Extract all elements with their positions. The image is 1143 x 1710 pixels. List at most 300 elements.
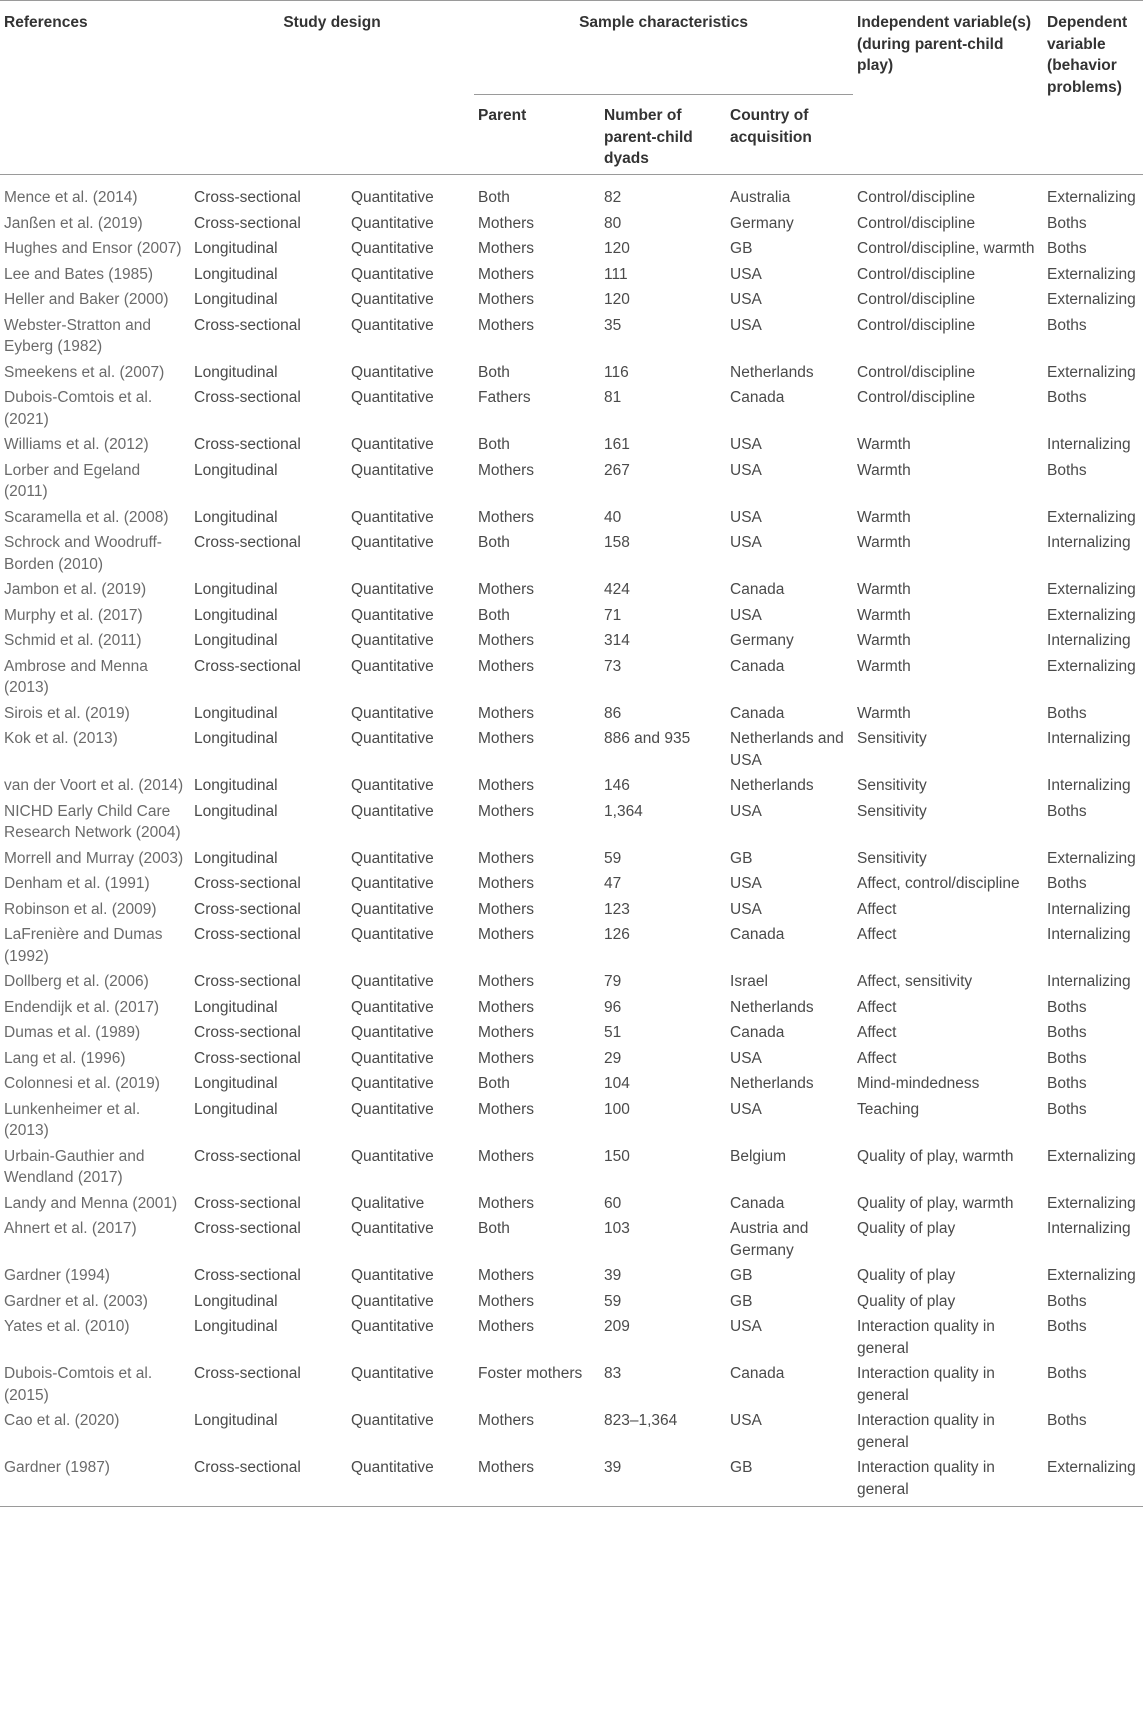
cell-study-design: Longitudinal — [194, 730, 278, 747]
cell-dyad-count: 29 — [604, 1049, 622, 1067]
cell-country: USA — [730, 461, 762, 479]
cell-dyad-count: 267 — [604, 461, 630, 479]
cell-dependent-variable: Internalizing — [1047, 730, 1131, 747]
cell-country: Netherlands — [730, 363, 814, 381]
cell-parent: Mothers — [478, 240, 535, 257]
cell-dyad-count: 73 — [604, 657, 622, 675]
cell-country: USA — [730, 1412, 762, 1429]
cell-parent: Mothers — [478, 581, 535, 598]
cell-study-design: Cross-sectional — [194, 875, 301, 892]
cell-parent: Mothers — [478, 1024, 535, 1041]
cell-country: GB — [730, 1267, 753, 1284]
cell-dependent-variable: Internalizing — [1047, 1220, 1131, 1237]
cell-country: GB — [730, 240, 753, 257]
table-row — [0, 456, 1143, 503]
cell-dyad-count: 103 — [604, 1220, 630, 1237]
cell-study-design: Longitudinal — [194, 849, 278, 867]
cell-independent-variable: Warmth — [857, 436, 911, 453]
cell-reference: Kok et al. (2013) — [4, 730, 118, 747]
cell-parent: Mothers — [478, 291, 535, 308]
cell-country: Belgium — [730, 1147, 787, 1165]
cell-dyad-count: 424 — [604, 581, 630, 598]
cell-reference: Dollberg et al. (2006) — [4, 973, 149, 990]
table-row — [0, 1261, 1143, 1287]
cell-country: Canada — [730, 1024, 785, 1041]
cell-parent: Mothers — [478, 632, 535, 649]
cell-dyad-count: 146 — [604, 777, 630, 794]
cell-country: Canada — [730, 1365, 785, 1382]
table-row — [0, 601, 1143, 627]
table-row — [0, 1069, 1143, 1095]
cell-dependent-variable: Boths — [1047, 1075, 1087, 1092]
cell-study-design: Longitudinal — [194, 363, 278, 381]
cell-parent: Mothers — [478, 1318, 535, 1335]
table-body — [0, 175, 1143, 1507]
cell-independent-variable: Warmth — [857, 508, 911, 526]
cell-reference: Mence et al. (2014) — [4, 189, 138, 206]
cell-dependent-variable: Internalizing — [1047, 632, 1131, 649]
cell-independent-variable: Mind-mindedness — [857, 1075, 980, 1092]
cell-dyad-count: 71 — [604, 606, 622, 624]
cell-parent: Mothers — [478, 777, 535, 794]
table-row — [0, 869, 1143, 895]
cell-country: Netherlands and USA — [730, 730, 844, 769]
cell-dyad-count: 158 — [604, 534, 630, 551]
cell-independent-variable: Sensitivity — [857, 777, 927, 794]
cell-parent: Mothers — [478, 998, 535, 1016]
cell-study-method: Quantitative — [351, 581, 434, 598]
cell-parent: Mothers — [478, 1292, 535, 1310]
cell-study-design: Cross-sectional — [194, 189, 301, 206]
cell-parent: Both — [478, 1220, 510, 1237]
cell-parent: Mothers — [478, 1147, 535, 1165]
cell-reference: Robinson et al. (2009) — [4, 900, 157, 918]
table-row — [0, 771, 1143, 797]
cell-dyad-count: 161 — [604, 436, 630, 453]
cell-dependent-variable: Externalizing — [1047, 1459, 1136, 1476]
cell-country: Canada — [730, 704, 785, 722]
cell-parent: Mothers — [478, 1412, 535, 1429]
cell-study-method: Quantitative — [351, 998, 434, 1016]
cell-dyad-count: 86 — [604, 704, 622, 722]
cell-dyad-count: 51 — [604, 1024, 622, 1041]
cell-reference: Lorber and Egeland (2011) — [4, 461, 141, 500]
cell-study-method: Quantitative — [351, 436, 434, 453]
cell-country: Israel — [730, 973, 768, 990]
cell-dyad-count: 59 — [604, 849, 622, 867]
table-row — [0, 1359, 1143, 1406]
cell-study-method: Quantitative — [351, 291, 434, 308]
cell-study-design: Cross-sectional — [194, 1049, 301, 1067]
cell-country: Netherlands — [730, 998, 814, 1016]
cell-reference: Dubois-Comtois et al. (2015) — [4, 1365, 153, 1404]
cell-dependent-variable: Externalizing — [1047, 508, 1136, 526]
cell-study-design: Cross-sectional — [194, 1220, 301, 1237]
cell-study-design: Cross-sectional — [194, 657, 301, 675]
cell-study-method: Quantitative — [351, 1049, 434, 1067]
cell-study-method: Quantitative — [351, 1100, 434, 1118]
cell-parent: Mothers — [478, 973, 535, 990]
cell-study-design: Cross-sectional — [194, 1194, 301, 1212]
cell-country: GB — [730, 1292, 753, 1310]
cell-independent-variable: Quality of play, warmth — [857, 1147, 1014, 1165]
cell-study-method: Quantitative — [351, 849, 434, 867]
header-country: Country of acquisition — [726, 95, 853, 175]
table-row — [0, 358, 1143, 384]
table-row — [0, 209, 1143, 235]
cell-independent-variable: Warmth — [857, 606, 911, 624]
cell-dyad-count: 823–1,364 — [604, 1412, 678, 1429]
cell-reference: LaFrenière and Dumas (1992) — [4, 926, 163, 965]
cell-country: GB — [730, 1459, 753, 1476]
cell-independent-variable: Sensitivity — [857, 730, 927, 747]
cell-dyad-count: 80 — [604, 214, 622, 232]
cell-study-design: Cross-sectional — [194, 1365, 301, 1382]
table-row — [0, 1018, 1143, 1044]
cell-independent-variable: Affect — [857, 900, 897, 918]
cell-study-method: Quantitative — [351, 875, 434, 892]
cell-study-design: Longitudinal — [194, 998, 278, 1016]
cell-dependent-variable: Internalizing — [1047, 534, 1131, 551]
table-row — [0, 285, 1143, 311]
cell-study-method: Quantitative — [351, 534, 434, 551]
header-study-design-blank — [190, 95, 474, 175]
cell-study-design: Cross-sectional — [194, 900, 301, 918]
cell-study-method: Quantitative — [351, 363, 434, 381]
cell-study-method: Quantitative — [351, 189, 434, 206]
cell-study-method: Quantitative — [351, 1220, 434, 1237]
cell-parent: Mothers — [478, 926, 535, 943]
cell-dependent-variable: Boths — [1047, 1292, 1087, 1310]
cell-country: Australia — [730, 189, 791, 206]
cell-independent-variable: Quality of play, warmth — [857, 1194, 1014, 1212]
cell-reference: Schrock and Woodruff-Borden (2010) — [4, 534, 162, 573]
cell-country: USA — [730, 1100, 762, 1118]
header-independent-variables: Independent variable(s) (during parent-child play) — [857, 14, 1032, 74]
cell-study-design: Longitudinal — [194, 265, 278, 283]
cell-reference: Webster-Stratton and Eyberg (1982) — [4, 316, 152, 355]
table-row — [0, 430, 1143, 456]
cell-study-design: Longitudinal — [194, 632, 278, 649]
cell-study-method: Quantitative — [351, 389, 434, 406]
cell-country: USA — [730, 1318, 762, 1335]
cell-dependent-variable: Externalizing — [1047, 291, 1136, 308]
cell-study-method: Quantitative — [351, 1459, 434, 1476]
cell-study-design: Longitudinal — [194, 1075, 278, 1092]
cell-study-method: Quantitative — [351, 1075, 434, 1092]
cell-country: Canada — [730, 926, 785, 943]
cell-study-method: Quantitative — [351, 926, 434, 943]
cell-dependent-variable: Externalizing — [1047, 1267, 1136, 1284]
cell-country: USA — [730, 316, 762, 334]
cell-dependent-variable: Boths — [1047, 389, 1087, 406]
cell-reference: Smeekens et al. (2007) — [4, 363, 165, 381]
cell-study-method: Quantitative — [351, 214, 434, 232]
cell-reference: Colonnesi et al. (2019) — [4, 1075, 160, 1092]
cell-study-design: Cross-sectional — [194, 214, 301, 232]
table-row — [0, 1287, 1143, 1313]
cell-study-design: Longitudinal — [194, 461, 278, 479]
table-row — [0, 895, 1143, 921]
cell-independent-variable: Affect — [857, 926, 897, 943]
cell-parent: Mothers — [478, 875, 535, 892]
cell-reference: Ambrose and Menna (2013) — [4, 657, 148, 696]
table-row — [0, 1142, 1143, 1189]
cell-study-method: Quantitative — [351, 973, 434, 990]
cell-dyad-count: 120 — [604, 240, 630, 257]
cell-dyad-count: 150 — [604, 1147, 630, 1165]
table-row — [0, 1312, 1143, 1359]
cell-dependent-variable: Externalizing — [1047, 606, 1136, 624]
cell-study-method: Qualitative — [351, 1194, 425, 1212]
table-row — [0, 575, 1143, 601]
cell-dyad-count: 47 — [604, 875, 622, 892]
cell-dyad-count: 886 and 935 — [604, 730, 691, 747]
cell-dependent-variable: Boths — [1047, 1049, 1087, 1067]
cell-dependent-variable: Internalizing — [1047, 973, 1131, 990]
cell-parent: Mothers — [478, 730, 535, 747]
cell-dyad-count: 39 — [604, 1459, 622, 1476]
cell-reference: Heller and Baker (2000) — [4, 291, 169, 308]
cell-dependent-variable: Boths — [1047, 1365, 1087, 1382]
cell-reference: Sirois et al. (2019) — [4, 704, 130, 722]
cell-parent: Mothers — [478, 508, 535, 526]
cell-reference: Lee and Bates (1985) — [4, 265, 154, 283]
cell-country: USA — [730, 291, 762, 308]
cell-country: USA — [730, 802, 762, 820]
cell-independent-variable: Affect — [857, 1024, 897, 1041]
cell-study-method: Quantitative — [351, 1292, 434, 1310]
table-row — [0, 234, 1143, 260]
cell-study-design: Cross-sectional — [194, 1147, 301, 1165]
cell-country: Netherlands — [730, 1075, 814, 1092]
table-row — [0, 1095, 1143, 1142]
cell-dyad-count: 100 — [604, 1100, 630, 1118]
cell-reference: Lang et al. (1996) — [4, 1049, 126, 1067]
header-dependent-variable: Dependent variable (behavior problems) — [1047, 14, 1128, 96]
cell-independent-variable: Warmth — [857, 704, 911, 722]
table-row — [0, 1189, 1143, 1215]
cell-study-design: Longitudinal — [194, 508, 278, 526]
cell-parent: Mothers — [478, 1100, 535, 1118]
cell-parent: Mothers — [478, 657, 535, 675]
header-parent: Parent — [474, 95, 600, 175]
cell-study-method: Quantitative — [351, 1365, 434, 1382]
cell-dependent-variable: Boths — [1047, 1100, 1087, 1118]
table-row — [0, 311, 1143, 358]
cell-dyad-count: 39 — [604, 1267, 622, 1284]
cell-study-design: Longitudinal — [194, 240, 278, 257]
cell-independent-variable: Quality of play — [857, 1267, 956, 1284]
cell-study-method: Quantitative — [351, 1024, 434, 1041]
cell-independent-variable: Control/discipline — [857, 189, 976, 206]
table-row — [0, 724, 1143, 771]
cell-study-method: Quantitative — [351, 316, 434, 334]
cell-dyad-count: 1,364 — [604, 802, 643, 820]
cell-parent: Mothers — [478, 1049, 535, 1067]
cell-country: Germany — [730, 632, 794, 649]
cell-parent: Mothers — [478, 316, 535, 334]
cell-reference: Yates et al. (2010) — [4, 1318, 130, 1335]
cell-parent: Both — [478, 363, 510, 381]
cell-dependent-variable: Externalizing — [1047, 849, 1136, 867]
cell-study-method: Quantitative — [351, 1147, 434, 1165]
cell-independent-variable: Sensitivity — [857, 802, 927, 820]
cell-study-design: Cross-sectional — [194, 1267, 301, 1284]
cell-reference: Schmid et al. (2011) — [4, 632, 142, 649]
cell-study-design: Cross-sectional — [194, 534, 301, 551]
cell-reference: Cao et al. (2020) — [4, 1412, 120, 1429]
table-row — [0, 383, 1143, 430]
cell-independent-variable: Control/discipline — [857, 389, 976, 406]
table-row — [0, 699, 1143, 725]
cell-country: USA — [730, 1049, 762, 1067]
cell-reference: Murphy et al. (2017) — [4, 606, 143, 624]
cell-country: Canada — [730, 581, 785, 598]
cell-study-design: Longitudinal — [194, 606, 278, 624]
table-row — [0, 1453, 1143, 1507]
cell-study-design: Cross-sectional — [194, 389, 301, 406]
cell-study-design: Longitudinal — [194, 581, 278, 598]
cell-country: USA — [730, 436, 762, 453]
cell-reference: Scaramella et al. (2008) — [4, 508, 169, 526]
cell-reference: Gardner et al. (2003) — [4, 1292, 148, 1310]
cell-country: USA — [730, 875, 762, 892]
table-row — [0, 1044, 1143, 1070]
cell-study-design: Cross-sectional — [194, 1024, 301, 1041]
cell-dependent-variable: Externalizing — [1047, 1194, 1136, 1212]
cell-dependent-variable: Internalizing — [1047, 926, 1131, 943]
cell-reference: Landy and Menna (2001) — [4, 1194, 178, 1212]
header-references: References — [4, 14, 88, 31]
cell-independent-variable: Warmth — [857, 581, 911, 598]
cell-independent-variable: Affect — [857, 1049, 897, 1067]
cell-country: GB — [730, 849, 753, 867]
cell-dyad-count: 60 — [604, 1194, 622, 1212]
cell-study-design: Cross-sectional — [194, 973, 301, 990]
cell-dependent-variable: Internalizing — [1047, 900, 1131, 918]
cell-independent-variable: Affect, sensitivity — [857, 973, 973, 990]
cell-country: USA — [730, 900, 762, 918]
cell-independent-variable: Control/discipline — [857, 291, 976, 308]
cell-dependent-variable: Boths — [1047, 461, 1087, 479]
cell-study-design: Longitudinal — [194, 1318, 278, 1335]
cell-study-design: Longitudinal — [194, 1412, 278, 1429]
cell-dependent-variable: Boths — [1047, 1318, 1087, 1335]
cell-independent-variable: Control/discipline — [857, 265, 976, 283]
cell-dyad-count: 83 — [604, 1365, 622, 1382]
cell-study-design: Cross-sectional — [194, 316, 301, 334]
cell-study-method: Quantitative — [351, 508, 434, 526]
cell-parent: Mothers — [478, 849, 535, 867]
cell-dependent-variable: Externalizing — [1047, 1147, 1136, 1165]
cell-dependent-variable: Boths — [1047, 704, 1087, 722]
cell-independent-variable: Quality of play — [857, 1292, 956, 1310]
cell-independent-variable: Affect — [857, 998, 897, 1016]
cell-parent: Mothers — [478, 214, 535, 232]
cell-dependent-variable: Externalizing — [1047, 581, 1136, 598]
cell-study-design: Longitudinal — [194, 1100, 278, 1118]
cell-dyad-count: 79 — [604, 973, 622, 990]
cell-dyad-count: 35 — [604, 316, 622, 334]
cell-dyad-count: 111 — [604, 265, 628, 283]
cell-study-method: Quantitative — [351, 606, 434, 624]
cell-dyad-count: 126 — [604, 926, 630, 943]
cell-independent-variable: Sensitivity — [857, 849, 927, 867]
cell-dyad-count: 120 — [604, 291, 630, 308]
cell-study-method: Quantitative — [351, 1318, 434, 1335]
cell-study-design: Longitudinal — [194, 704, 278, 722]
cell-study-design: Cross-sectional — [194, 436, 301, 453]
header-number-of-dyads: Number of parent-child dyads — [600, 95, 726, 175]
cell-independent-variable: Affect, control/discipline — [857, 875, 1020, 892]
cell-study-method: Quantitative — [351, 730, 434, 747]
cell-reference: Lunkenheimer et al. (2013) — [4, 1100, 141, 1139]
cell-independent-variable: Control/discipline — [857, 214, 976, 232]
cell-independent-variable: Interaction quality in general — [857, 1318, 995, 1357]
cell-parent: Fathers — [478, 389, 531, 406]
table-row — [0, 626, 1143, 652]
cell-study-method: Quantitative — [351, 704, 434, 722]
cell-dyad-count: 123 — [604, 900, 630, 918]
table-row — [0, 844, 1143, 870]
table-row — [0, 1214, 1143, 1261]
header-study-design: Study design — [283, 14, 381, 31]
cell-parent: Mothers — [478, 1459, 535, 1476]
cell-study-method: Quantitative — [351, 657, 434, 675]
cell-independent-variable: Warmth — [857, 632, 911, 649]
cell-study-method: Quantitative — [351, 1267, 434, 1284]
cell-reference: Gardner (1994) — [4, 1267, 110, 1284]
cell-reference: NICHD Early Child Care Research Network (2004) — [4, 802, 181, 841]
cell-reference: Ahnert et al. (2017) — [4, 1220, 137, 1237]
cell-country: Netherlands — [730, 777, 814, 794]
cell-independent-variable: Teaching — [857, 1100, 920, 1118]
cell-reference: Janßen et al. (2019) — [4, 214, 143, 232]
cell-dyad-count: 116 — [604, 363, 629, 381]
cell-dependent-variable: Boths — [1047, 240, 1087, 257]
cell-independent-variable: Control/discipline — [857, 316, 976, 334]
cell-dependent-variable: Boths — [1047, 802, 1087, 820]
cell-country: Germany — [730, 214, 794, 232]
cell-country: USA — [730, 265, 762, 283]
cell-dependent-variable: Externalizing — [1047, 265, 1136, 283]
cell-dyad-count: 96 — [604, 998, 622, 1016]
table-row — [0, 993, 1143, 1019]
cell-parent: Mothers — [478, 704, 535, 722]
cell-reference: Hughes and Ensor (2007) — [4, 240, 182, 257]
table-row — [0, 967, 1143, 993]
cell-study-design: Cross-sectional — [194, 1459, 301, 1476]
cell-study-design: Longitudinal — [194, 291, 278, 308]
cell-study-method: Quantitative — [351, 240, 434, 257]
cell-dependent-variable: Boths — [1047, 316, 1087, 334]
cell-reference: Dumas et al. (1989) — [4, 1024, 141, 1041]
cell-reference: Urbain-Gauthier and Wendland (2017) — [4, 1147, 145, 1186]
table-header — [0, 1, 1143, 175]
cell-dependent-variable: Boths — [1047, 1024, 1087, 1041]
cell-parent: Mothers — [478, 265, 535, 283]
cell-reference: Denham et al. (1991) — [4, 875, 150, 892]
cell-study-method: Quantitative — [351, 777, 434, 794]
cell-reference: Gardner (1987) — [4, 1459, 110, 1476]
table-row — [0, 920, 1143, 967]
cell-study-design: Longitudinal — [194, 777, 278, 794]
cell-dependent-variable: Externalizing — [1047, 657, 1136, 675]
cell-dependent-variable: Internalizing — [1047, 777, 1131, 794]
cell-parent: Both — [478, 189, 510, 206]
cell-parent: Mothers — [478, 1194, 535, 1212]
